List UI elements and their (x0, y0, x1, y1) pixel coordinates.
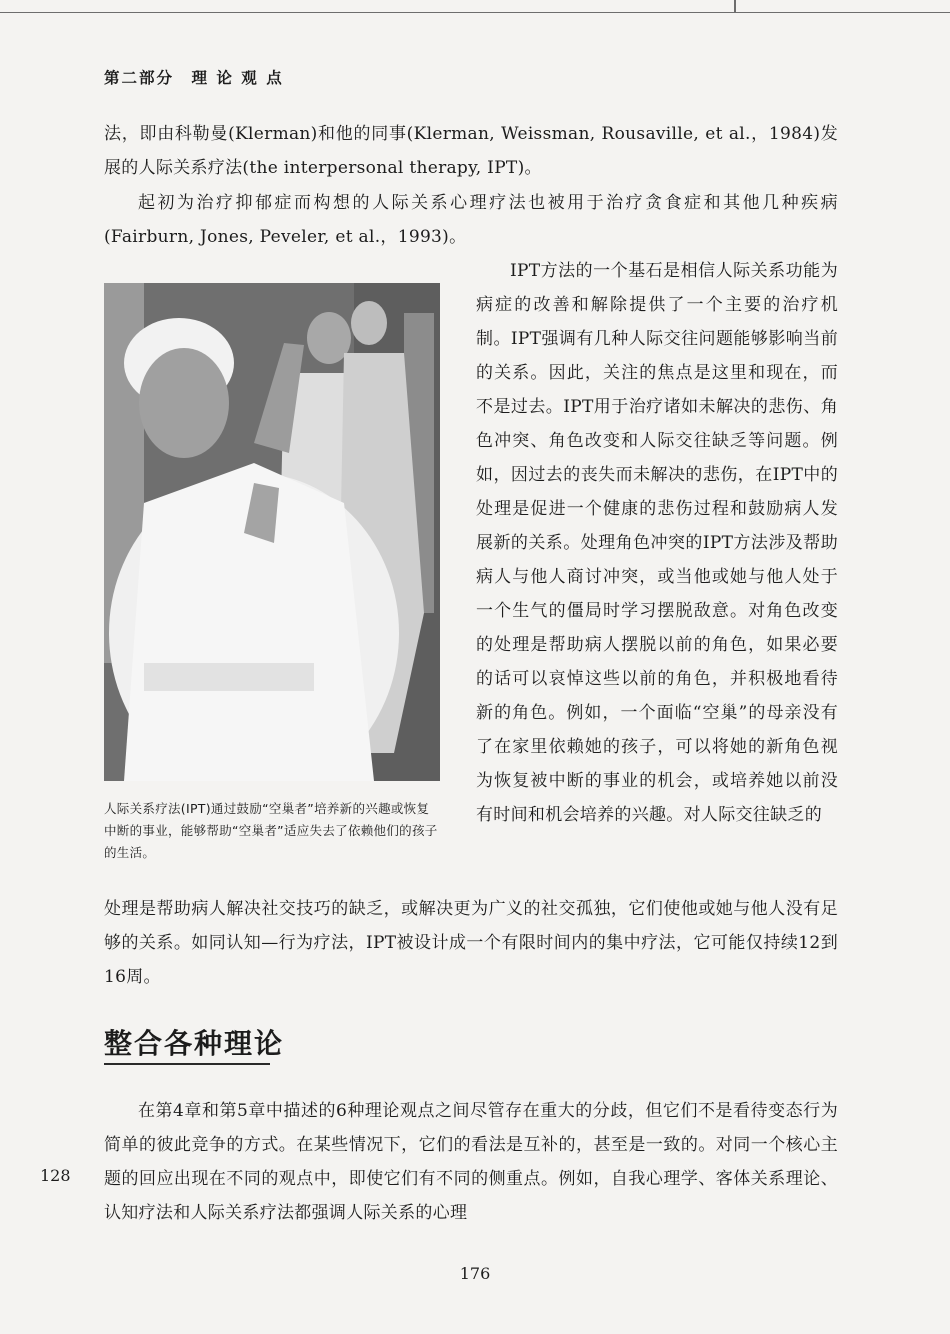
section-heading: 整合各种理论 (104, 1027, 285, 1060)
top-border-tick (734, 0, 736, 13)
paragraph-bulimia: 起初为治疗抑郁症而构想的人际关系心理疗法也被用于治疗贪食症和其他几种疾病(Fairburn, Jones, Peveler, et al.，1993)。 (104, 193, 838, 247)
margin-page-reference: 128 (40, 1166, 71, 1185)
figure-photo (104, 283, 440, 781)
paragraph-ipt-intro: 法，即由科勒曼(Klerman)和他的同事(Klerman, Weissman, Rousaville, et al.，1984)发展的人际关系疗法(the interpersonal therapy, IPT)。 (104, 124, 838, 178)
paragraph-integration: 在第4章和第5章中描述的6种理论观点之间尽管存在重大的分歧，但它们不是看待变态行为简单的彼此竞争的方式。在某些情况下，它们的看法是互补的，甚至是一致的。对同一个核心主题的回应出现在不同的观点中，即使它们有不同的侧重点。例如，自我心理学、客体关系理论、认知疗法和人际关系疗法都强调人际关系的心理 (104, 1101, 838, 1223)
running-head: 第二部分 理 论 观 点 (104, 69, 284, 87)
top-border-line (0, 12, 950, 13)
section-heading-underline (104, 1063, 270, 1065)
paragraph-ipt-cornerstone-continued: 处理是帮助病人解决社交技巧的缺乏，或解决更为广义的社交孤独，它们使他或她与他人没有足够的关系。如同认知—行为疗法，IPT被设计成一个有限时间内的集中疗法，它可能仅持续12到16周。 (104, 899, 838, 987)
paragraph-ipt-cornerstone: IPT方法的一个基石是相信人际关系功能为病症的改善和解除提供了一个主要的治疗机制。IPT强调有几种人际交往问题能够影响当前的关系。因此，关注的焦点是这里和现在，而不是过去。IPT用于治疗诸如未解决的悲伤、角色冲突、角色改变和人际交往缺乏等问题。例如，因过去的丧失而未解决的悲伤，在IPT中的处理是促进一个健康的悲伤过程和鼓励病人发展新的关系。处理角色冲突的IPT方法涉及帮助病人与他人商讨冲突，或当他或她与他人处于一个生气的僵局时学习摆脱敌意。对角色改变的处理是帮助病人摆脱以前的角色，如果必要的话可以哀悼这些以前的角色，并积极地看待新的角色。例如，一个面临“空巢”的母亲没有了在家里依赖她的孩子，可以将她的新角色视为恢复被中断的事业的机会，或培养她以前没有时间和机会培养的兴趣。对人际交往缺乏的 (476, 261, 838, 825)
page-number: 176 (459, 1264, 491, 1283)
figure-caption: 人际关系疗法(IPT)通过鼓励“空巢者”培养新的兴趣或恢复中断的事业，能够帮助“空巢者”适应失去了依赖他们的孩子的生活。 (104, 801, 438, 860)
karate-class-photo-illustration (104, 283, 440, 781)
